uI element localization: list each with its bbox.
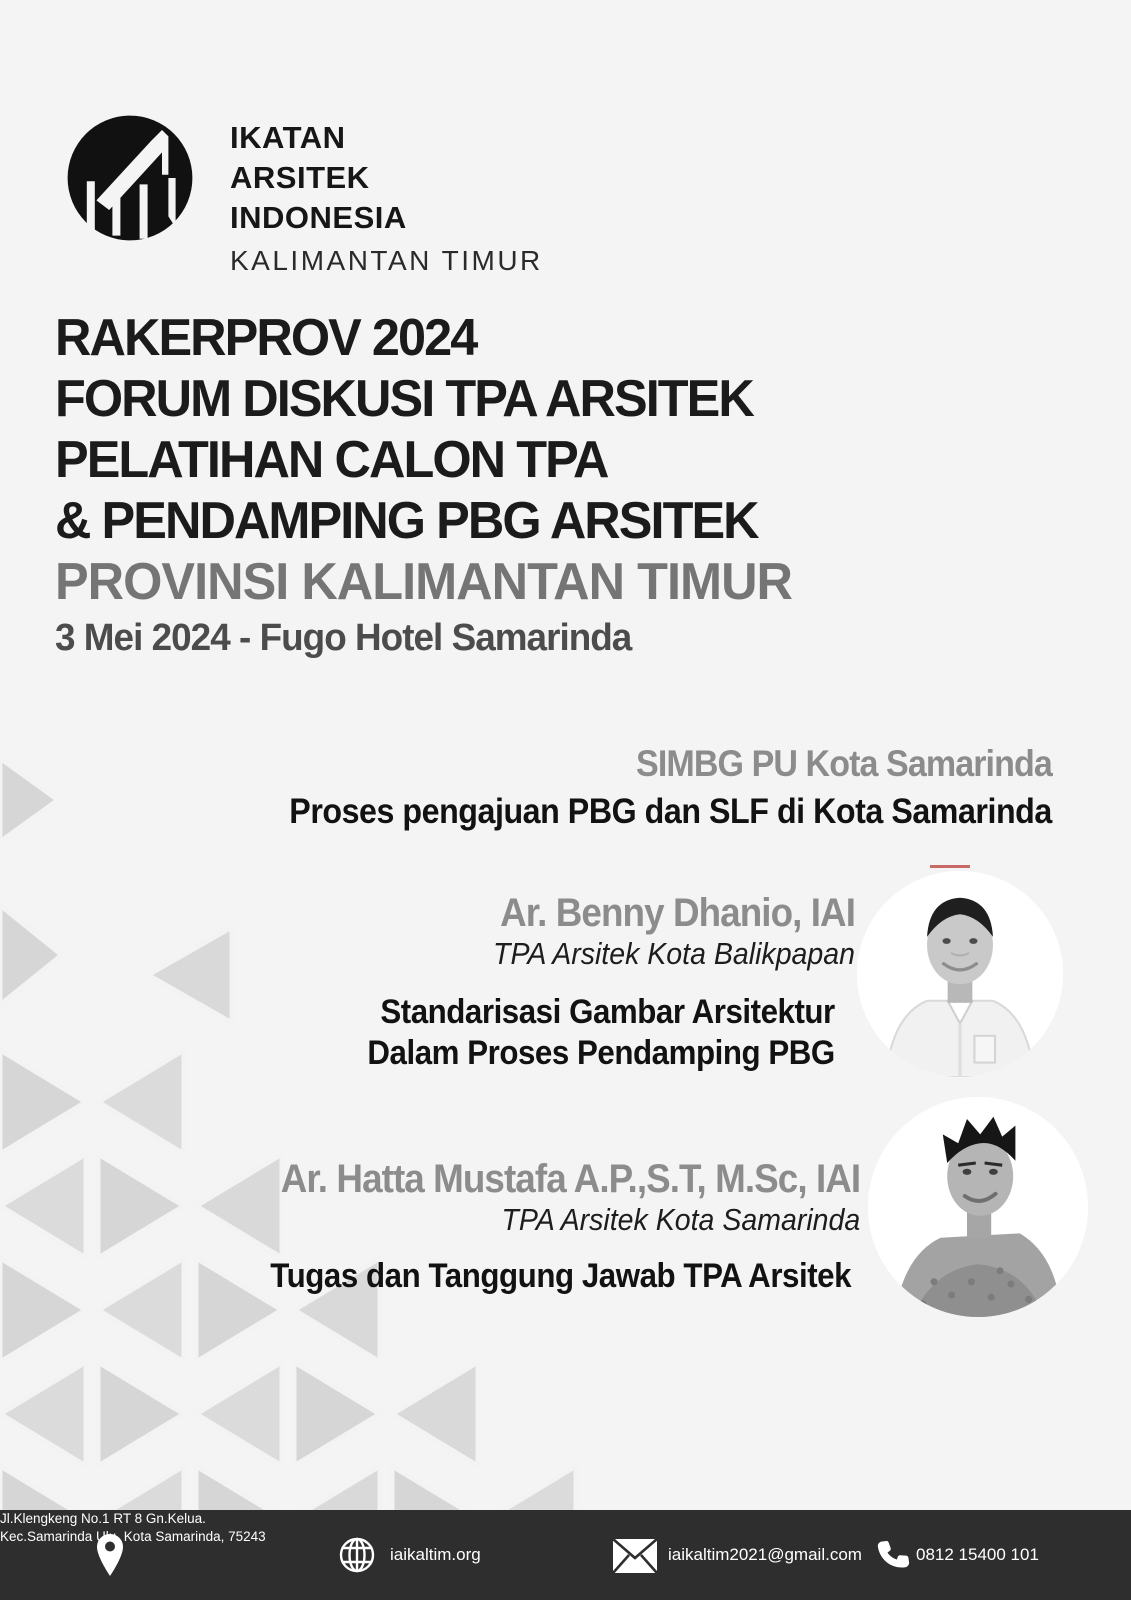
- session-simbg: [289, 742, 1052, 832]
- event-title-block: [55, 308, 792, 660]
- session1-topic: Proses pengajuan PBG dan SLF di Kota Samarinda: [289, 792, 1052, 831]
- org-region: KALIMANTAN TIMUR: [230, 245, 543, 276]
- organization-name: [230, 118, 543, 281]
- footer-phone: 0812 15400 101: [916, 1545, 1039, 1564]
- footer-email: iaikaltim2021@gmail.com: [668, 1545, 862, 1564]
- title-line-3: PELATIHAN CALON TPA: [55, 431, 608, 489]
- event-date-venue: 3 Mei 2024 - Fugo Hotel Samarinda: [55, 617, 632, 659]
- benny-dhanio-portrait: [857, 871, 1063, 1077]
- event-subtitle: PROVINSI KALIMANTAN TIMUR: [55, 553, 792, 611]
- footer-address-line2: Kec.Samarinda Ulu, Kota Samarinda, 75243: [0, 1529, 266, 1544]
- session2-presenter: Ar. Benny Dhanio, IAI: [500, 891, 855, 935]
- org-name-line3: INDONESIA: [230, 200, 407, 235]
- portrait-illustration-benny: [857, 871, 1063, 1077]
- footer-website: iaikaltim.org: [390, 1545, 481, 1564]
- photo-accent-line: [930, 865, 970, 868]
- session-hatta-mustafa: [270, 1156, 860, 1297]
- session1-presenter: SIMBG PU Kota Samarinda: [636, 743, 1052, 784]
- org-name-line1: IKATAN: [230, 120, 346, 155]
- session3-presenter: Ar. Hatta Mustafa A.P.,S.T, M.Sc, IAI: [280, 1157, 860, 1201]
- session2-role: TPA Arsitek Kota Balikpapan: [493, 936, 855, 971]
- session2-topic: [367, 992, 855, 1074]
- session2-topic-line2: Dalam Proses Pendamping PBG: [367, 1034, 835, 1072]
- footer-address: [0, 1510, 266, 1546]
- session-benny-dhanio: [367, 890, 855, 1074]
- title-line-4: & PENDAMPING PBG ARSITEK: [55, 492, 758, 550]
- globe-icon: [338, 1536, 376, 1574]
- footer-address-line1: Jl.Klengkeng No.1 RT 8 Gn.Kelua.: [0, 1511, 206, 1526]
- title-line-1: RAKERPROV 2024: [55, 309, 477, 367]
- contact-footer: [0, 1510, 1131, 1600]
- title-line-2: FORUM DISKUSI TPA ARSITEK: [55, 370, 753, 428]
- session3-topic: Tugas dan Tanggung Jawab TPA Arsitek: [270, 1257, 851, 1295]
- envelope-icon: [612, 1538, 658, 1574]
- iai-logo-icon: [50, 98, 210, 258]
- portrait-illustration-hatta: [868, 1097, 1088, 1317]
- org-name-line2: ARSITEK: [230, 160, 370, 195]
- hatta-mustafa-portrait: [868, 1097, 1088, 1317]
- phone-icon: [876, 1536, 910, 1574]
- session3-role: TPA Arsitek Kota Samarinda: [501, 1202, 860, 1237]
- session2-topic-line1: Standarisasi Gambar Arsitektur: [380, 993, 835, 1031]
